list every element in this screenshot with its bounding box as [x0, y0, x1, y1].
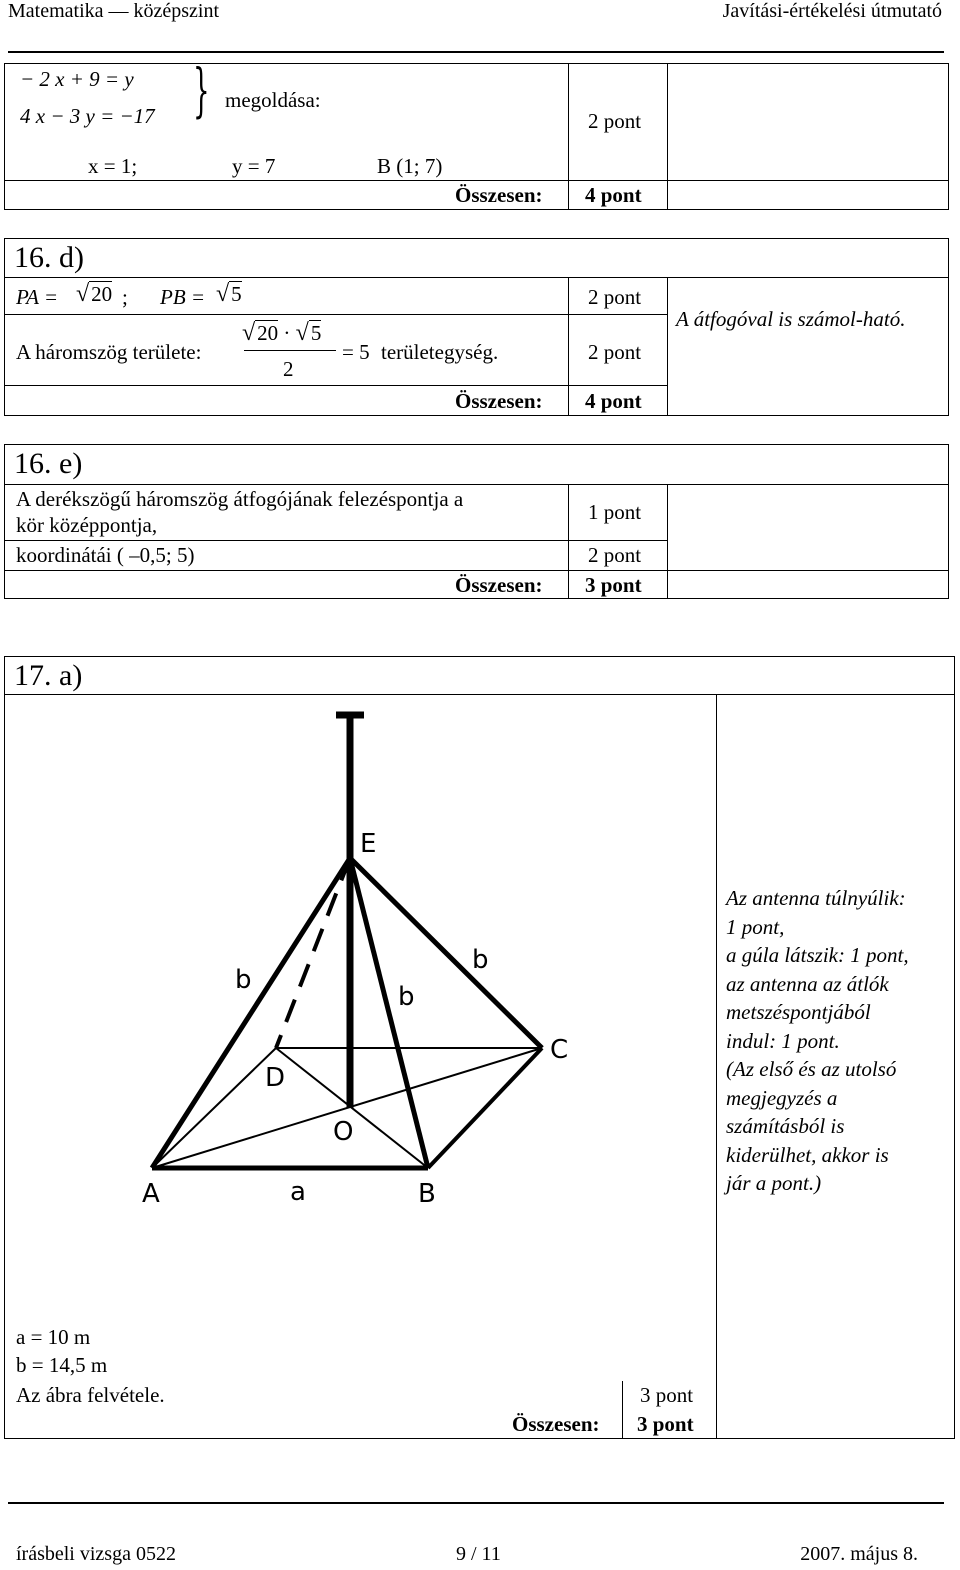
label-edge-b: b — [235, 965, 252, 995]
label-c: C — [550, 1035, 569, 1065]
label-e: E — [360, 829, 377, 859]
total-points: 4 pont — [585, 389, 642, 413]
sqrt-pa: √20 — [76, 281, 113, 307]
header-right: Javítási-értékelési útmutató — [722, 0, 942, 22]
label-o: O — [333, 1117, 354, 1147]
label-edge-b: b — [398, 982, 415, 1012]
pa-label: PA = — [16, 285, 58, 309]
solution-point-b: B (1; 7) — [377, 154, 443, 178]
area-unit: területegység. — [381, 340, 499, 364]
total-label: Összesen: — [455, 389, 543, 413]
grading-note: Az antenna túlnyúlik: 1 pont, a gúla látszik: 1 pont, az antenna az átlók metszéspontjából indul: 1 pont. (Az első és az utolsó megjegyzés a számításból is kiderülhet, akkor is jár a pont.) — [726, 886, 909, 1195]
header-rule — [8, 51, 944, 53]
solution-x: x = 1; — [88, 154, 138, 178]
total-points: 4 pont — [585, 183, 642, 207]
points: 2 pont — [588, 285, 642, 309]
fraction-bar — [244, 350, 336, 351]
total-label: Összesen: — [455, 183, 543, 207]
label-edge-a: a — [290, 1177, 306, 1207]
total-label: Összesen: — [512, 1412, 600, 1436]
area-result: = 5 — [342, 340, 370, 364]
solution-y: y = 7 — [232, 154, 276, 178]
solve-label: megoldása: — [225, 88, 321, 112]
total-label: Összesen: — [455, 573, 543, 597]
brace-symbol: } — [193, 56, 210, 124]
section-title: 16. e) — [14, 447, 83, 480]
text-line: kör középpontja, — [16, 513, 158, 537]
fraction-denominator: 2 — [283, 357, 294, 381]
figure-label: Az ábra felvétele. — [16, 1383, 165, 1407]
value-b: b = 14,5 m — [16, 1353, 108, 1377]
total-points: 3 pont — [637, 1412, 694, 1436]
header-left: Matematika — középszint — [8, 0, 220, 22]
sqrt-pb: √5 — [216, 281, 242, 307]
page-number: 9 / 11 — [456, 1543, 501, 1565]
equation-1: − 2 x + 9 = y — [20, 67, 134, 91]
points: 2 pont — [588, 109, 642, 133]
points: 2 pont — [588, 543, 642, 567]
label-edge-b: b — [472, 945, 489, 975]
points: 3 pont — [640, 1383, 694, 1407]
footer-left: írásbeli vizsga 0522 — [16, 1543, 176, 1565]
total-points: 3 pont — [585, 573, 642, 597]
section-title: 17. a) — [14, 659, 83, 692]
label-a: A — [142, 1179, 160, 1209]
points: 2 pont — [588, 340, 642, 364]
pyramid-figure — [120, 700, 600, 1220]
footer-rule — [8, 1502, 944, 1504]
fraction-numerator: √20 · √5 — [242, 320, 322, 346]
separator: ; — [122, 285, 128, 309]
grading-note: A átfogóval is számol-ható. — [676, 307, 906, 331]
label-d: D — [265, 1063, 286, 1093]
text-line: A derékszögű háromszög átfogójának felezéspontja a — [16, 487, 464, 511]
pb-label: PB = — [160, 285, 206, 309]
value-a: a = 10 m — [16, 1325, 91, 1349]
text-line: koordinátái ( –0,5; 5) — [16, 543, 195, 567]
label-b: B — [418, 1179, 436, 1209]
section-title: 16. d) — [14, 241, 84, 274]
points: 1 pont — [588, 500, 642, 524]
area-label: A háromszög területe: — [16, 340, 202, 364]
equation-2: 4 x − 3 y = −17 — [20, 104, 155, 128]
footer-right: 2007. május 8. — [800, 1543, 918, 1565]
